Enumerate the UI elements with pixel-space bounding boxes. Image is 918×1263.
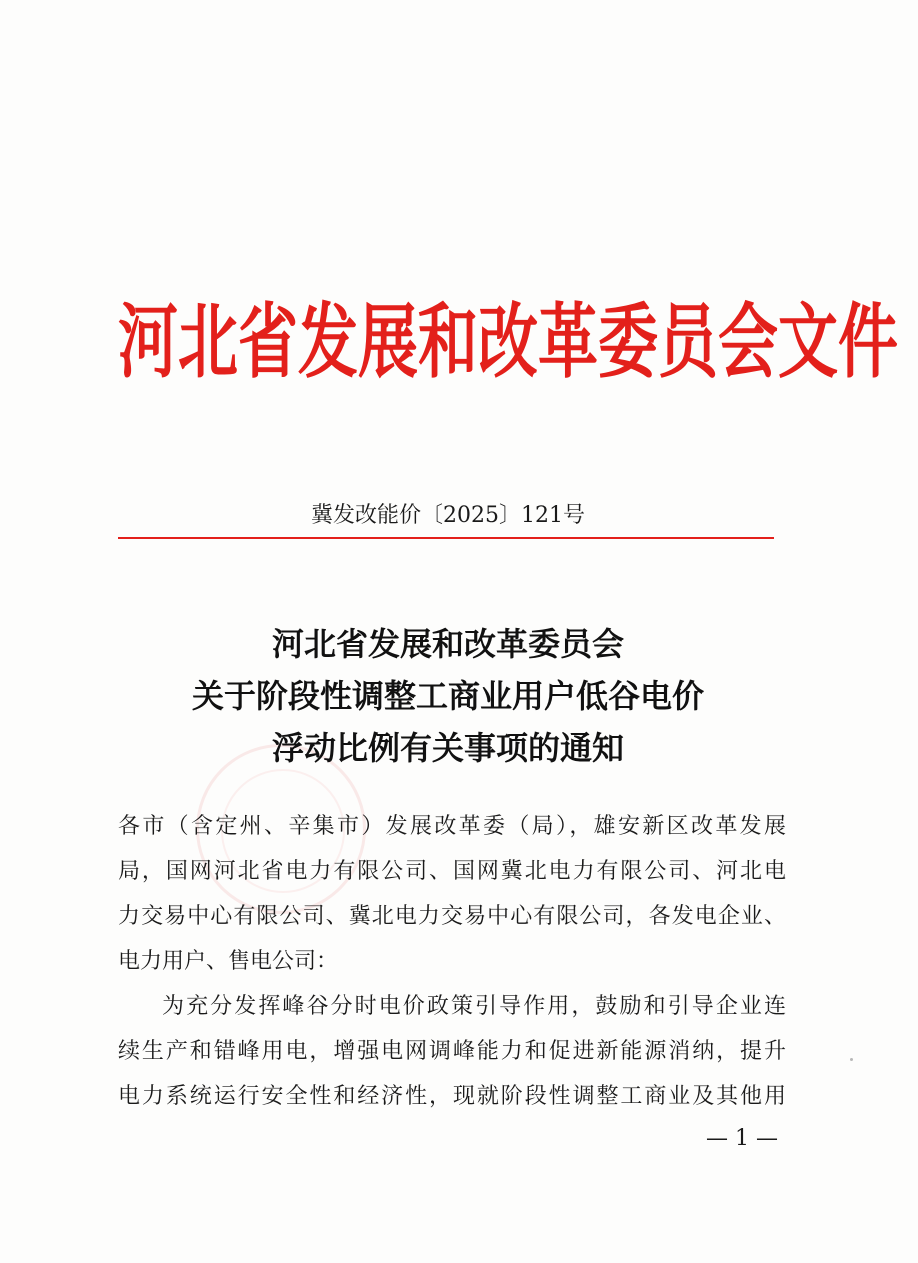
page-number: — 1 — [706, 1126, 778, 1151]
scan-speck [850, 1058, 853, 1061]
title-line-1: 河北省发展和改革委员会 [271, 625, 624, 663]
addressees-line-4: 电力用户、售电公司： [118, 949, 339, 974]
addressees-line-3: 力交易中心有限公司、冀北电力交易中心有限公司，各发电企业、 [118, 904, 786, 929]
paragraph-line-1: 为充分发挥峰谷分时电价政策引导作用，鼓励和引导企业连 [162, 994, 786, 1019]
title-line-2: 关于阶段性调整工商业用户低谷电价 [191, 677, 704, 715]
title-line-3: 浮动比例有关事项的通知 [271, 729, 624, 767]
document-number: 冀发改能价〔2025〕121号 [311, 503, 585, 528]
notice-title [118, 618, 778, 774]
masthead-title: 河北省发展和改革委员会文件 [118, 295, 898, 391]
addressees-line-1: 各市（含定州、辛集市）发展改革委（局），雄安新区改革发展 [118, 814, 786, 839]
addressees-line-2: 局，国网河北省电力有限公司、国网冀北电力有限公司、河北电 [118, 859, 786, 884]
addressees-block [118, 804, 786, 984]
body-paragraph [118, 984, 786, 1119]
red-separator-line [118, 537, 774, 539]
paragraph-line-3: 电力系统运行安全性和经济性，现就阶段性调整工商业及其他用 [118, 1084, 786, 1109]
paragraph-line-2: 续生产和错峰用电，增强电网调峰能力和促进新能源消纳，提升 [118, 1039, 786, 1064]
